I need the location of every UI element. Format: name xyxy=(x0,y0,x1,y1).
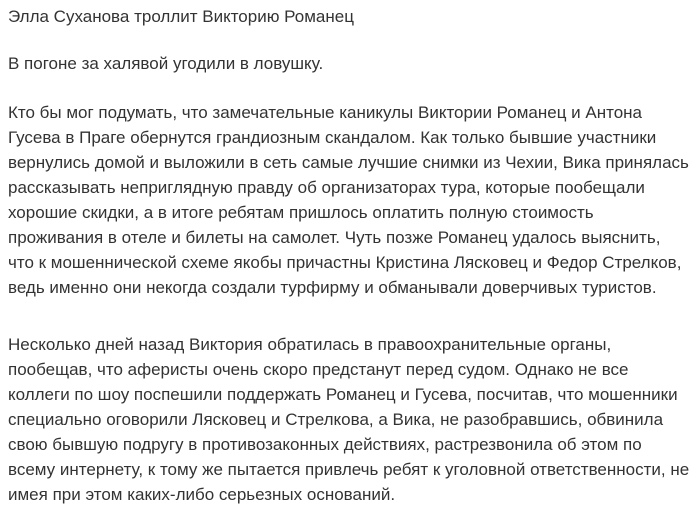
article-lead: В погоне за халявой угодили в ловушку. xyxy=(8,54,324,73)
article-paragraph: Несколько дней назад Виктория обратилась в правоохранительные органы, пообещав, что аферисты очень скоро предстанут перед судом. Однако не все коллеги по шоу поспешили поддержать Романец и Гусева, посчитав, что мошенники специально оговорили Лясковец и Стрелкова, а Вика, не разобравшись, обвинила свою бывшую подругу в противозаконных действиях, растрезвонила об этом по всему интернету, к тому же пытается привлечь ребят к уголовной ответственности, не имея при этом каких-либо серьезных оснований. xyxy=(8,335,690,504)
article-paragraph: Кто бы мог подумать, что замечательные каникулы Виктории Романец и Антона Гусева в Праге обернутся грандиозным скандалом. Как только бывшие участники вернулись домой и выложили в сеть самые лучшие снимки из Чехии, Вика принялась рассказывать неприглядную правду об организаторах тура, которые пообещали хорошие скидки, а в итоге ребятам пришлось оплатить полную стоимость проживания в отеле и билеты на самолет. Чуть позже Романец удалось выяснить, что к мошеннической схеме якобы причастны Кристина Лясковец и Федор Стрелков, ведь именно они некогда создали турфирму и обманывали доверчивых туристов. xyxy=(8,103,689,297)
article-title: Элла Суханова троллит Викторию Романец xyxy=(8,7,354,26)
